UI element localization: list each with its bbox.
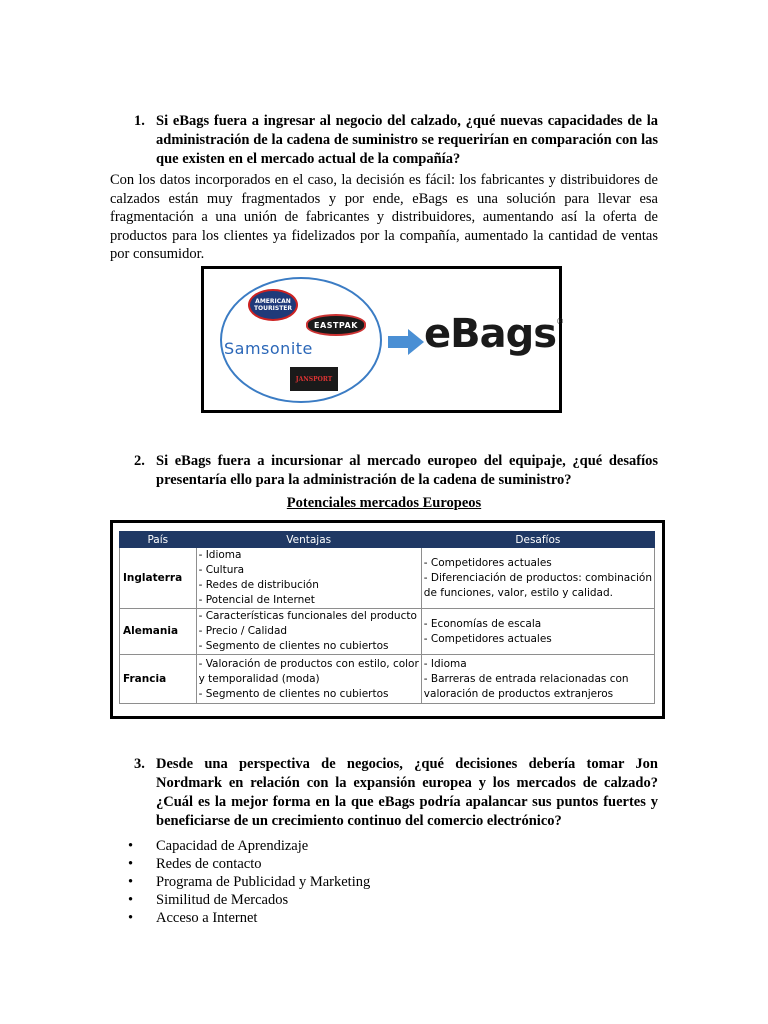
desafios-cell [421, 609, 654, 655]
ebags-logo [424, 311, 563, 357]
ventajas-line: - Redes de distribución [198, 579, 319, 591]
header-ventajas: Ventajas [196, 532, 421, 548]
table-row [120, 609, 655, 655]
list-item [128, 837, 370, 855]
question-1 [112, 112, 658, 169]
header-desafios: Desafíos [421, 532, 654, 548]
table-caption: Potenciales mercados Europeos [286, 495, 482, 511]
question-3 [112, 755, 658, 831]
ventajas-line: - Cultura [198, 564, 245, 576]
american-tourister-text-1: AMERICAN [255, 298, 291, 305]
country-cell: Francia [120, 655, 197, 704]
brands-figure [201, 266, 562, 413]
answer-1-paragraph: Con los datos incorporados en el caso, la decisión es fácil: los fabricantes y distribuidores de calzados están muy fragmentados y por ende, eBags es una solución para llevar esa fragmentación a una unión de fabricantes y distribuidores, aumentando así la oferta de productos para los clientes ya fidelizados por la compañía, aumentado la cantidad de ventas por consumidor. [110, 172, 658, 262]
american-tourister-logo [248, 289, 298, 321]
ventajas-line: - Idioma [198, 549, 242, 561]
eastpak-logo: EASTPAK [306, 314, 366, 336]
question-2-text: Si eBags fuera a incursionar al mercado europeo del equipaje, ¿qué desafíos presentaría ello para la administración de la cadena de suministro? [156, 453, 658, 488]
ventajas-line: - Características funcionales del producto [198, 610, 417, 622]
ventajas-line: y temporalidad (moda) [198, 672, 320, 685]
ventajas-line: - Valoración de productos con estilo, color [198, 657, 419, 670]
american-tourister-text-2: TOURISTER [253, 305, 293, 312]
desafios-line: - Competidores actuales [423, 632, 552, 645]
ventajas-cell [196, 655, 421, 704]
ventajas-line: - Segmento de clientes no cubiertos [198, 687, 389, 700]
ventajas-line: - Precio / Calidad [198, 625, 288, 637]
desafios-line: valoración de productos extranjeros [423, 687, 614, 700]
table-row [120, 548, 655, 609]
ventajas-line: - Potencial de Internet [198, 594, 315, 606]
bullet-icon: • [128, 838, 134, 854]
country-cell: Inglaterra [120, 548, 197, 609]
desafios-line: - Economías de escala [423, 617, 542, 630]
registered-mark: ® [556, 317, 564, 326]
list-item [128, 855, 370, 873]
desafios-line: - Idioma [423, 657, 467, 670]
list-item-text: Similitud de Mercados [156, 892, 289, 908]
list-item-text: Capacidad de Aprendizaje [156, 838, 309, 854]
country-cell: Alemania [120, 609, 197, 655]
list-item-text: Redes de contacto [156, 856, 262, 872]
question-3-number: 3. [134, 756, 145, 772]
table-header-row [120, 532, 655, 548]
desafios-line: - Barreras de entrada relacionadas con [423, 672, 629, 685]
ventajas-line: - Segmento de clientes no cubiertos [198, 640, 389, 652]
bullet-icon: • [128, 892, 134, 908]
jansport-logo: JANSPORT [290, 367, 338, 391]
desafios-cell [421, 548, 654, 609]
desafios-cell [421, 655, 654, 704]
markets-table [119, 531, 655, 704]
question-2 [112, 452, 658, 490]
ventajas-cell [196, 609, 421, 655]
desafios-line: - Competidores actuales [423, 556, 552, 569]
list-item-text: Programa de Publicidad y Marketing [156, 874, 371, 890]
samsonite-logo: Samsonite [224, 339, 313, 358]
header-pais: País [120, 532, 197, 548]
table-row [120, 655, 655, 704]
desafios-line: - Diferenciación de productos: combinación [423, 571, 652, 584]
question-1-number: 1. [134, 113, 145, 129]
list-item [128, 909, 370, 927]
bullet-icon: • [128, 874, 134, 890]
arrow-right-icon [388, 329, 424, 355]
question-3-text: Desde una perspectiva de negocios, ¿qué decisiones debería tomar Jon Nordmark en relación con la expansión europea y los mercados de calzado? ¿Cuál es la mejor forma en la que eBags podría apalancar sus puntos fuertes y beneficiarse de un crecimiento continuo del comercio electrónico? [156, 756, 658, 829]
list-item [128, 873, 370, 891]
question-1-text: Si eBags fuera a ingresar al negocio del calzado, ¿qué nuevas capacidades de la administración de la cadena de suministro se requerirían en comparación con las que existen en el mercado actual de la compañía? [156, 113, 658, 167]
list-item [128, 891, 370, 909]
markets-table-frame [110, 520, 665, 719]
question-2-number: 2. [134, 453, 145, 469]
bullet-icon: • [128, 856, 134, 872]
list-item-text: Acceso a Internet [156, 910, 258, 926]
ventajas-cell [196, 548, 421, 609]
ebags-logo-text: eBags [424, 311, 557, 357]
bullet-icon: • [128, 910, 134, 926]
desafios-line: de funciones, valor, estilo y calidad. [423, 586, 613, 599]
recommendations-list [128, 837, 370, 927]
